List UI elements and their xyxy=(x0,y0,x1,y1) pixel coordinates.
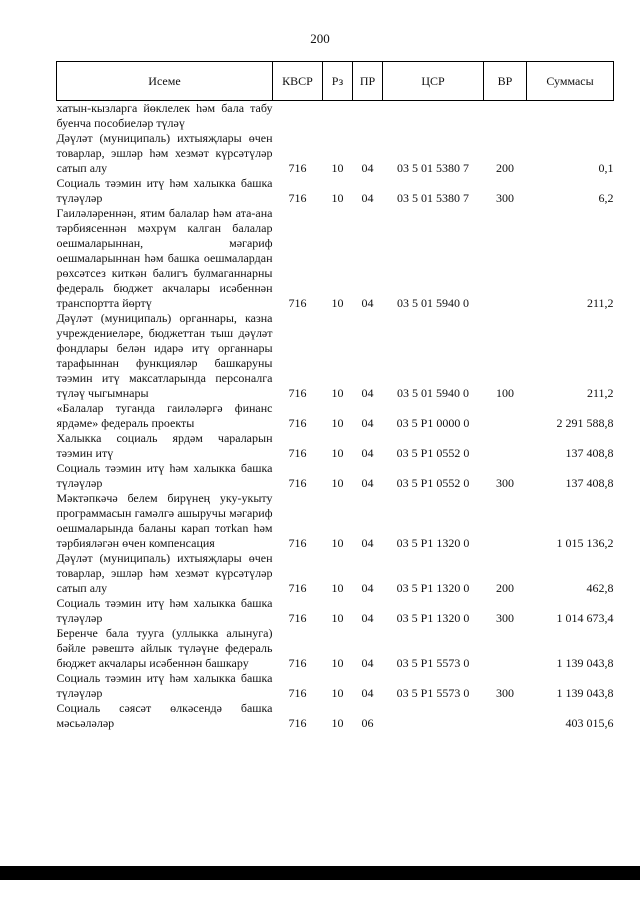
table-row xyxy=(57,596,614,626)
row-csr xyxy=(383,701,484,733)
row-name: Социаль тәэмин итү һәм халыкка башка түләүләр xyxy=(56,461,273,490)
header-vr: ВР xyxy=(484,62,527,101)
header-pr: ПР xyxy=(353,62,383,101)
table-row xyxy=(57,431,614,461)
row-vr: 100 xyxy=(496,386,514,400)
row-pr: 04 xyxy=(361,416,374,430)
row-rz: 10 xyxy=(331,476,344,490)
row-sum: 211,2 xyxy=(586,386,614,400)
row-sum: 137 408,8 xyxy=(565,446,614,460)
table-header-row xyxy=(57,62,614,101)
page-number: 200 xyxy=(310,31,330,46)
row-kvsr: 716 xyxy=(288,416,307,430)
row-rz: 10 xyxy=(331,446,344,460)
row-csr: 03 5 P1 0000 0 xyxy=(396,416,470,430)
table-row xyxy=(57,701,614,733)
row-csr: 03 5 01 5380 7 xyxy=(397,191,469,205)
row-kvsr: 716 xyxy=(288,581,307,595)
row-pr xyxy=(353,101,383,132)
header-sum: Суммасы xyxy=(527,62,614,101)
scan-border-bar xyxy=(0,866,640,880)
row-kvsr: 716 xyxy=(288,686,307,700)
row-pr: 04 xyxy=(361,191,374,205)
row-rz: 10 xyxy=(331,386,344,400)
row-csr: 03 5 P1 1320 0 xyxy=(396,581,470,595)
header-rz: Рз xyxy=(323,62,353,101)
row-sum xyxy=(527,101,614,132)
row-rz: 10 xyxy=(331,161,344,175)
row-sum: 1 015 136,2 xyxy=(556,536,614,550)
row-sum: 6,2 xyxy=(598,191,614,205)
row-name: «Балалар туганда гаиләләргә финанс ярдәме» федераль проекты xyxy=(56,401,273,430)
row-rz xyxy=(323,101,353,132)
row-kvsr: 716 xyxy=(288,536,307,550)
row-vr xyxy=(484,491,527,551)
header-csr: ЦСР xyxy=(383,62,484,101)
header-kvsr: КВСР xyxy=(273,62,323,101)
row-name: Дәүләт (муниципаль) ихтыяҗлары өчен товарлар, эшләр һәм хезмәт күрсәтүләр сатып алу xyxy=(56,131,273,175)
row-sum: 1 139 043,8 xyxy=(556,656,614,670)
row-pr: 04 xyxy=(361,446,374,460)
row-sum: 462,8 xyxy=(586,581,614,595)
row-csr: 03 5 01 5940 0 xyxy=(397,296,469,310)
table-row xyxy=(57,101,614,132)
row-name: Беренче бала туугa (уллыкка алынуга) бәйле рәвештә айлык түләүне федераль бюджет акчалары исәбеннән башкару xyxy=(56,626,273,670)
row-kvsr: 716 xyxy=(288,161,307,175)
table-row xyxy=(57,461,614,491)
row-name: Социаль тәэмин итү һәм халыкка башка түләүләр xyxy=(56,176,273,205)
row-vr: 300 xyxy=(496,611,514,625)
row-name: хатын-кызларга йөклелек һәм бала табу буенча пособиеләр түләү xyxy=(56,101,273,130)
row-csr: 03 5 P1 1320 0 xyxy=(396,536,470,550)
row-kvsr: 716 xyxy=(288,446,307,460)
row-vr xyxy=(484,626,527,671)
row-csr xyxy=(383,101,484,132)
row-sum: 403 015,6 xyxy=(565,716,614,730)
row-pr: 04 xyxy=(361,686,374,700)
row-pr: 04 xyxy=(361,581,374,595)
table-row xyxy=(57,626,614,671)
row-kvsr: 716 xyxy=(288,386,307,400)
header-name: Исеме xyxy=(57,62,273,101)
table-row xyxy=(57,311,614,401)
row-pr: 04 xyxy=(361,656,374,670)
row-sum: 137 408,8 xyxy=(565,476,614,490)
row-vr xyxy=(484,701,527,733)
row-kvsr: 716 xyxy=(288,656,307,670)
row-vr xyxy=(484,401,527,431)
table-row xyxy=(57,671,614,701)
row-csr: 03 5 P1 0552 0 xyxy=(396,476,470,490)
row-vr xyxy=(484,206,527,311)
row-rz: 10 xyxy=(331,581,344,595)
row-vr xyxy=(484,101,527,132)
budget-table xyxy=(56,61,614,733)
table-row xyxy=(57,491,614,551)
row-rz: 10 xyxy=(331,686,344,700)
row-csr: 03 5 P1 5573 0 xyxy=(396,656,470,670)
row-name: Социаль тәэмин итү һәм халыкка башка түләүләр xyxy=(56,671,273,700)
row-pr: 04 xyxy=(361,386,374,400)
row-kvsr: 716 xyxy=(288,611,307,625)
row-pr: 04 xyxy=(361,296,374,310)
table-row xyxy=(57,551,614,596)
row-rz: 10 xyxy=(331,296,344,310)
table-row xyxy=(57,131,614,176)
row-name: Дәүләт (муниципаль) органнары, казна учреждениеләре, бюджеттан тыш дәүләт фондлары белән идарә итү органнары тарафыннан функцияләр башкаруны тәэмин итү максатларында персоналга түләү чыгымнары xyxy=(56,311,273,400)
row-kvsr xyxy=(273,101,323,132)
row-name: Гаиләләреннән, ятим балалар һәм ата-ана тәрбиясеннән мәхрүм калган балалар оешмаларыннан, мәгариф оешмаларыннан һәм башка оешмалардан рөхсәтсез киткән балигъ булмаганнарны федераль бюджет акчалары исәбеннән транспортта йөртү xyxy=(56,206,273,310)
row-csr: 03 5 P1 0552 0 xyxy=(396,446,470,460)
row-vr: 200 xyxy=(496,581,514,595)
row-pr: 04 xyxy=(361,536,374,550)
row-pr: 06 xyxy=(361,716,374,730)
row-csr: 03 5 01 5380 7 xyxy=(397,161,469,175)
row-pr: 04 xyxy=(361,611,374,625)
table-row xyxy=(57,206,614,311)
row-sum: 1 139 043,8 xyxy=(556,686,614,700)
row-kvsr: 716 xyxy=(288,716,307,730)
row-rz: 10 xyxy=(331,191,344,205)
row-sum: 2 291 588,8 xyxy=(556,416,614,430)
row-rz: 10 xyxy=(331,611,344,625)
row-rz: 10 xyxy=(331,536,344,550)
row-vr: 200 xyxy=(496,161,514,175)
row-sum: 0,1 xyxy=(598,161,614,175)
row-name: Социаль тәэмин итү һәм халыкка башка түләүләр xyxy=(56,596,273,625)
row-sum: 1 014 673,4 xyxy=(556,611,614,625)
row-rz: 10 xyxy=(331,716,344,730)
row-name: Дәүләт (муниципаль) ихтыяҗлары өчен товарлар, эшләр һәм хезмәт күрсәтүләр сатып алу xyxy=(56,551,273,595)
row-csr: 03 5 01 5940 0 xyxy=(397,386,469,400)
row-name: Социаль сәясәт өлкәсендә башка мәсьәләләр xyxy=(56,701,273,730)
row-vr xyxy=(484,431,527,461)
row-vr: 300 xyxy=(496,686,514,700)
row-rz: 10 xyxy=(331,656,344,670)
row-kvsr: 716 xyxy=(288,191,307,205)
table-row xyxy=(57,176,614,206)
row-name: Халыкка социаль ярдәм чараларын тәэмин итү xyxy=(56,431,273,460)
row-vr: 300 xyxy=(496,191,514,205)
row-kvsr: 716 xyxy=(288,296,307,310)
row-csr: 03 5 P1 1320 0 xyxy=(396,611,470,625)
row-rz: 10 xyxy=(331,416,344,430)
row-csr: 03 5 P1 5573 0 xyxy=(396,686,470,700)
row-kvsr: 716 xyxy=(288,476,307,490)
row-name: Мәктәпкәчә белем бирүнең уку-укыту программасын гамәлгә ашыручы мәгариф оешмаларында баланы карап тотkan һәм тәрбияләгән өчен компенсация xyxy=(56,491,273,550)
row-pr: 04 xyxy=(361,476,374,490)
row-pr: 04 xyxy=(361,161,374,175)
row-sum: 211,2 xyxy=(586,296,614,310)
row-vr: 300 xyxy=(496,476,514,490)
table-row xyxy=(57,401,614,431)
